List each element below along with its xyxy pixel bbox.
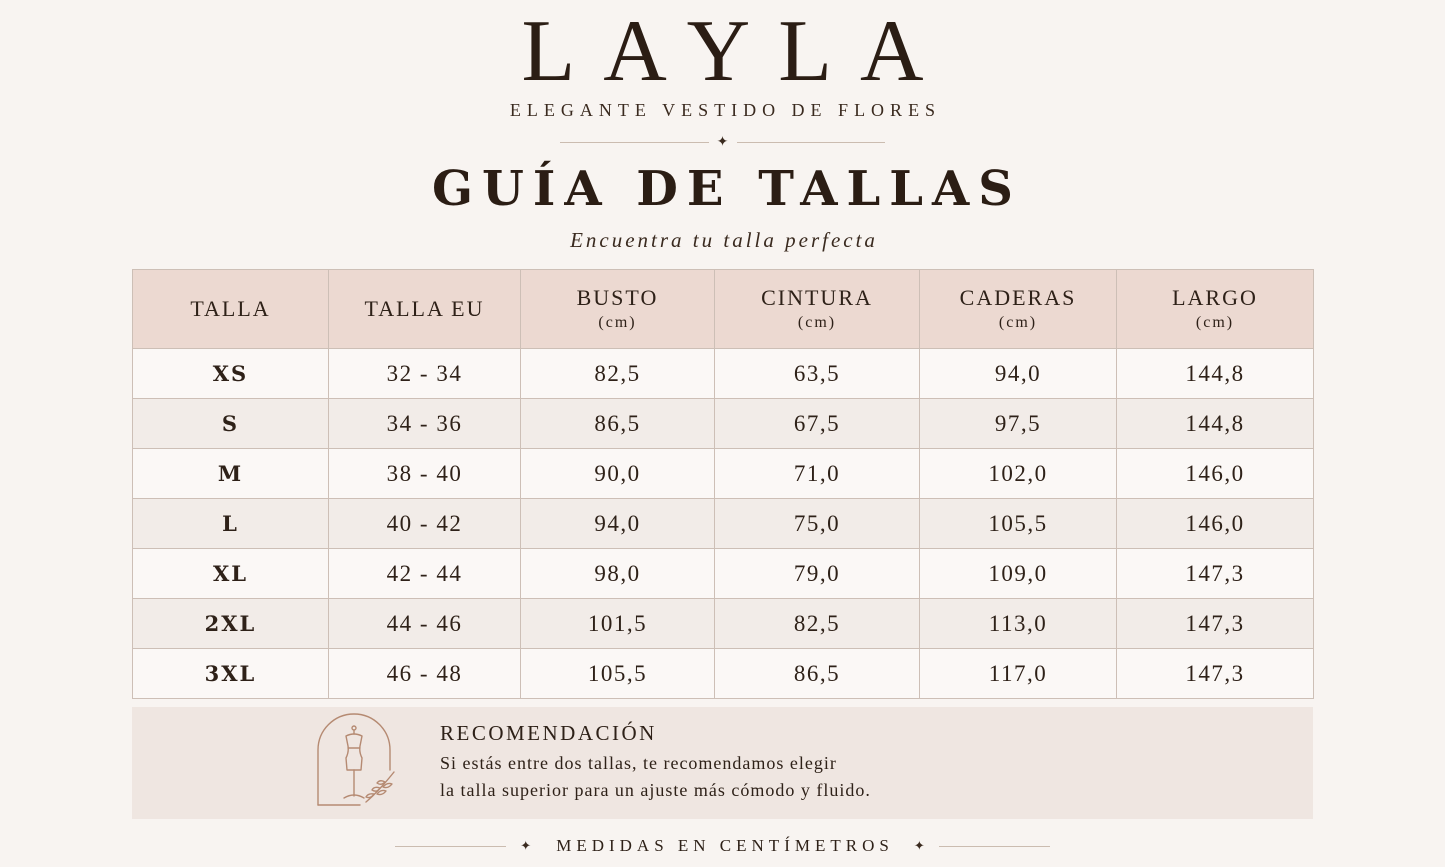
cell-cintura: 63,5 bbox=[715, 349, 920, 399]
cell-size: M bbox=[133, 449, 329, 499]
cell-size: 3XL bbox=[133, 649, 329, 699]
cell-talla-eu: 42 - 44 bbox=[329, 549, 521, 599]
column-header-label: TALLA bbox=[190, 295, 271, 321]
column-header-largo bbox=[1117, 270, 1314, 349]
brand-logo: LAYLA bbox=[521, 3, 952, 100]
cell-talla-eu: 44 - 46 bbox=[329, 599, 521, 649]
column-header-label: CADERAS bbox=[959, 285, 1077, 311]
column-header-busto bbox=[521, 270, 715, 349]
table-row bbox=[133, 649, 1314, 699]
cell-caderas: 117,0 bbox=[920, 649, 1117, 699]
divider-line-left bbox=[560, 142, 709, 143]
cell-largo: 147,3 bbox=[1117, 599, 1314, 649]
recommendation-heading: RECOMENDACIÓN bbox=[440, 721, 657, 745]
cell-busto: 86,5 bbox=[521, 399, 715, 449]
cell-cintura: 67,5 bbox=[715, 399, 920, 449]
cell-busto: 105,5 bbox=[521, 649, 715, 699]
cell-caderas: 94,0 bbox=[920, 349, 1117, 399]
table-row bbox=[133, 349, 1314, 399]
page-subtitle: Encuentra tu talla perfecta bbox=[570, 228, 878, 252]
dress-form-icon bbox=[316, 712, 398, 806]
table-row bbox=[133, 449, 1314, 499]
cell-largo: 144,8 bbox=[1117, 399, 1314, 449]
cell-cintura: 71,0 bbox=[715, 449, 920, 499]
sparkle-icon: ✦ bbox=[913, 838, 925, 854]
footer-line-left bbox=[395, 846, 506, 847]
column-header-unit: (cm) bbox=[797, 313, 837, 331]
cell-cintura: 79,0 bbox=[715, 549, 920, 599]
recommendation-text-line1: Si estás entre dos tallas, te recomendamos elegir bbox=[440, 753, 837, 773]
cell-size: L bbox=[133, 499, 329, 549]
cell-size: XL bbox=[133, 549, 329, 599]
cell-size: S bbox=[133, 399, 329, 449]
cell-largo: 147,3 bbox=[1117, 549, 1314, 599]
cell-caderas: 102,0 bbox=[920, 449, 1117, 499]
sparkle-icon: ✦ bbox=[716, 134, 729, 150]
column-header-talla bbox=[133, 270, 329, 349]
table-row bbox=[133, 549, 1314, 599]
column-header-talla-eu bbox=[329, 270, 521, 349]
divider-line-right bbox=[737, 142, 886, 143]
cell-largo: 144,8 bbox=[1117, 349, 1314, 399]
header-divider bbox=[560, 133, 885, 151]
page-title: GUÍA DE TALLAS bbox=[432, 161, 1022, 217]
footer-text: MEDIDAS EN CENTÍMETROS bbox=[556, 836, 894, 855]
cell-busto: 98,0 bbox=[521, 549, 715, 599]
cell-largo: 146,0 bbox=[1117, 499, 1314, 549]
cell-busto: 82,5 bbox=[521, 349, 715, 399]
recommendation-text-line2: la talla superior para un ajuste más cómodo y fluido. bbox=[440, 780, 871, 800]
column-header-caderas bbox=[920, 270, 1117, 349]
recommendation-box bbox=[132, 707, 1313, 819]
cell-talla-eu: 38 - 40 bbox=[329, 449, 521, 499]
column-header-cintura bbox=[715, 270, 920, 349]
column-header-label: LARGO bbox=[1172, 285, 1258, 311]
cell-largo: 147,3 bbox=[1117, 649, 1314, 699]
column-header-label: TALLA EU bbox=[364, 295, 485, 321]
cell-caderas: 113,0 bbox=[920, 599, 1117, 649]
size-chart-table bbox=[132, 269, 1314, 699]
cell-cintura: 75,0 bbox=[715, 499, 920, 549]
cell-size: XS bbox=[133, 349, 329, 399]
table-row bbox=[133, 499, 1314, 549]
cell-cintura: 82,5 bbox=[715, 599, 920, 649]
cell-talla-eu: 32 - 34 bbox=[329, 349, 521, 399]
table-row bbox=[133, 599, 1314, 649]
cell-busto: 90,0 bbox=[521, 449, 715, 499]
sparkle-icon: ✦ bbox=[520, 838, 532, 854]
cell-caderas: 97,5 bbox=[920, 399, 1117, 449]
cell-busto: 101,5 bbox=[521, 599, 715, 649]
cell-talla-eu: 34 - 36 bbox=[329, 399, 521, 449]
column-header-unit: (cm) bbox=[998, 313, 1038, 331]
cell-talla-eu: 40 - 42 bbox=[329, 499, 521, 549]
cell-caderas: 109,0 bbox=[920, 549, 1117, 599]
footer-note bbox=[395, 834, 1050, 858]
cell-size: 2XL bbox=[133, 599, 329, 649]
cell-talla-eu: 46 - 48 bbox=[329, 649, 521, 699]
footer-line-right bbox=[939, 846, 1050, 847]
cell-caderas: 105,5 bbox=[920, 499, 1117, 549]
column-header-label: CINTURA bbox=[761, 285, 873, 311]
column-header-unit: (cm) bbox=[598, 313, 637, 331]
cell-busto: 94,0 bbox=[521, 499, 715, 549]
table-header-row bbox=[133, 270, 1314, 349]
table-row bbox=[133, 399, 1314, 449]
cell-largo: 146,0 bbox=[1117, 449, 1314, 499]
cell-cintura: 86,5 bbox=[715, 649, 920, 699]
column-header-label: BUSTO bbox=[576, 285, 659, 311]
column-header-unit: (cm) bbox=[1195, 313, 1235, 331]
brand-tagline: ELEGANTE VESTIDO DE FLORES bbox=[509, 100, 942, 120]
